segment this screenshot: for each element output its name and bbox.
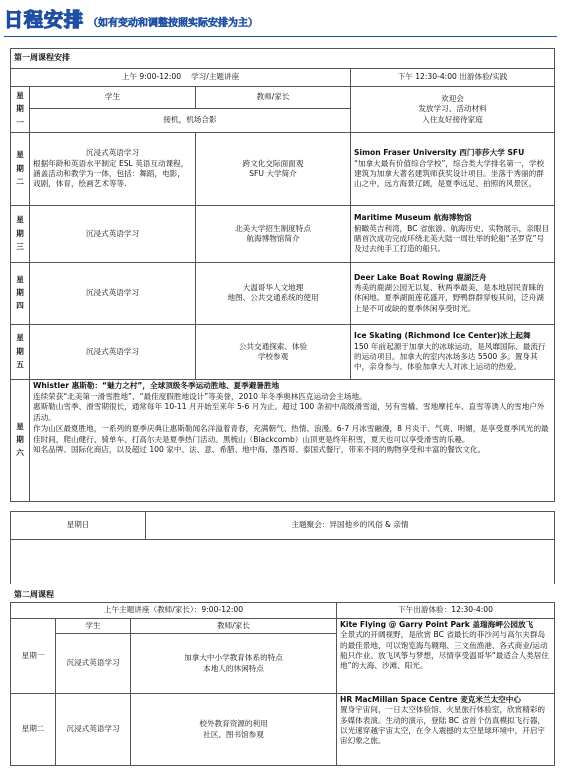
week2-day-label-monday: 星期一	[11, 619, 56, 694]
student-column-header: 学生	[30, 87, 196, 109]
week-spacer	[10, 540, 555, 584]
document-title: 日程安排	[4, 9, 85, 31]
tuesday-student: 沉浸式英语学习 根据年龄和英语水平制定 ESL 英语互动课程，涵盖活动和教学为一体，包括：舞蹈，电影，戏剧，体育，绘画艺术等等.	[30, 132, 196, 205]
thursday-activity: Deer Lake Boat Rowing 鹿湖泛舟 秀美的鹿湖公园无以复、秋两季最美，是本地居民青睐的休闲地。夏季湖面莲花盛开，野鸭群群穿梭其间，泛舟湖上是不可或缺的夏季休闲享受时光。	[351, 262, 555, 324]
thursday-teacher: 大温哥华人文地理 地图、公共交通系统的使用	[196, 262, 351, 324]
day-label-tuesday: 星 期 二	[11, 132, 30, 205]
thursday-student: 沉浸式英语学习	[30, 262, 196, 324]
week2-monday-student: 沉浸式英语学习	[56, 634, 131, 694]
week2-tuesday-student: 沉浸式英语学习	[56, 694, 131, 766]
monday-airport-pickup: 接机，机场合影	[30, 108, 351, 132]
tuesday-teacher: 跨文化交际面面观 SFU 大学简介	[196, 132, 351, 205]
day-label-wednesday: 星 期 三	[11, 205, 30, 262]
friday-activity: Ice Skating (Richmond Ice Center)冰上起舞 150 年前起源于加拿大的冰球运动，是风靡国际、最流行的运动项目。加拿大的室内冰场多达 5500 多。置身其中，亲身参与、体验加拿大人对冰上运动的热爱。	[351, 324, 555, 379]
wednesday-activity: Maritime Museum 航海博物馆 俯瞰英吉利湾，BC 省旅游、航海历史、实物展示，亲眼目睹首次成功完成环绕北美大陆一周壮举的轮船“圣罗克”号及过去纯手工打造的船只。	[351, 205, 555, 262]
week2-morning-header: 上午主题讲座（教师/家长）：9:00-12:00	[11, 603, 337, 619]
week2-title: 第二周课程	[14, 590, 54, 599]
document-subtitle: （如有变动和调整按照实际安排为主）	[88, 18, 259, 29]
week2-teacher-header: 教师/家长	[131, 619, 337, 634]
wednesday-student: 沉浸式英语学习	[30, 205, 196, 262]
teacher-column-header: 教师/家长	[196, 87, 351, 109]
week1-afternoon-header: 下午 12:30-4:00 出游体验/实践	[351, 69, 555, 87]
week2-tuesday-activity: HR MacMillan Space Centre 麦克米兰太空中心 置身宇宙间，一日太空体验馆、火星旅行体验室，欣赏精彩的多媒体表演。生动的演示，登陆 BC 省首个仿真模拟飞行器，以光速穿越宇宙太空，在令人震撼的太空星球环境中，开启宇宙幻象之旅。	[337, 694, 555, 766]
day-label-monday: 星 期 一	[11, 87, 30, 133]
week1-morning-header: 上午 9:00-12:00 学习/主题讲座	[11, 69, 351, 87]
week1-sunday-table	[10, 511, 555, 540]
week2-afternoon-header: 下午出游体验：12:30-4:00	[337, 603, 555, 619]
week1-title: 第一周课程安排	[11, 49, 555, 69]
tuesday-activity: Simon Fraser University 西门菲莎大学 SFU “加拿大最有价值综合学校”，综合类大学排名第一，学校建筑为加拿大著名建筑师获奖设计项目。坐落于秀丽的群山之中，远方海景辽阔，是夏季远足、拍照的风景区。	[351, 132, 555, 205]
document-header	[4, 6, 258, 32]
week2-schedule-table	[10, 602, 555, 766]
sunday-activity: 主题聚会：异国他乡的风俗 & 亲情	[146, 512, 555, 540]
day-label-friday: 星 期 五	[11, 324, 30, 379]
day-label-thursday: 星 期 四	[11, 262, 30, 324]
saturday-whistler-activity: Whistler 惠斯勒：“魅力之村”，全球顶级冬季运动胜地、夏季避暑胜地 连续荣获“北美第一滑雪胜地”、“最佳度假胜地设计”等美誉，2010 年冬季奥林匹克运动会主场地。 惠斯勒山雪季、滑雪期很长，通常每年 10-11 月开始至来年 5-6 月为止。超过 100 条初中高级滑雪道，另有雪橇、雪地摩托车、直雪等诱人的雪地户外活动。 作为山区最夏胜地，一系列的夏季庆典让惠斯勒闻名洋溢着青春，充满朝气、热情、浪漫。6-7 月冰雪融漫，8 月炎干、气爽、明媚，是享受夏季风光的最佳时间，爬山健行、骑单车、打高尔夫是夏季热门活动。黑梳山（Blackcomb）山顶更是终年积雪，夏天也可以享受滑雪的乐趣。 知名品牌、国际化商店，以及超过 100 家中、法、意、希腊、地中海、墨西哥、泰国式餐厅，带来不同的购物享受和丰富的餐饮文化。	[30, 379, 555, 501]
friday-teacher: 公共交通探索、体验 学校参观	[196, 324, 351, 379]
day-label-saturday: 星 期 六	[11, 379, 30, 501]
wednesday-teacher: 北美大学招生制度特点 航海博物馆简介	[196, 205, 351, 262]
week1-schedule-table	[10, 48, 555, 502]
week2-student-header: 学生	[56, 619, 131, 634]
week2-day-label-tuesday: 星期二	[11, 694, 56, 766]
day-label-sunday: 星期日	[11, 512, 146, 540]
week2-monday-teacher: 加拿大中小学教育体系的特点 本地人的休闲特点	[131, 634, 337, 694]
header-divider	[4, 36, 557, 37]
monday-activity: 欢迎会 发放学习、活动材料 入住友好接待家庭	[351, 87, 555, 133]
week2-monday-activity: Kite Flying @ Garry Point Park 盖瑞海岬公园放飞 全景式的开阔视野，是欣赏 BC 省最长的菲沙河与高尔夫群岛的最佳景地，可以饱览海鸟翱翔、三文鱼渔港、各式商业/运动船只作业。放飞风筝与梦想，尽情享受温哥华“最适合人类居住地”的大海、沙滩、阳光。	[337, 619, 555, 694]
week2-tuesday-teacher: 校外教育资源的利用 社区、图书馆参观	[131, 694, 337, 766]
friday-student: 沉浸式英语学习	[30, 324, 196, 379]
